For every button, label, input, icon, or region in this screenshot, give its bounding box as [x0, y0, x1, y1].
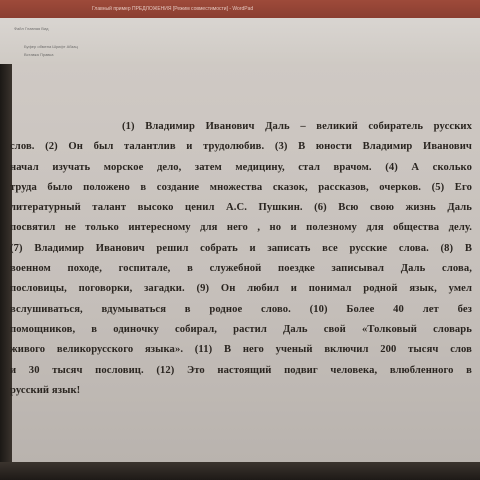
text-line: слов. (2) Он был талантлив и трудолюбив. (3) В юности Владимир Иванович [10, 141, 472, 153]
text-line: помощников, в одиночку собирал, растил Даль свой «Толковый словарь [10, 323, 472, 335]
text-line: пословицы, поговорки, загадки. (9) Он любил и понимал родной язык, умел [10, 283, 472, 295]
ribbon-groups[interactable]: Буфер обмена Шрифт Абзац [24, 44, 78, 49]
text-line: военном походе, госпитале, в служебной поездке записывал Даль слова, [10, 263, 472, 275]
text-line: начал изучать морское дело, затем медицину, стал врачом. (4) А сколько [10, 161, 472, 173]
text-line: труда было положено в создание множества сказок, рассказов, очерков. (5) Его [10, 181, 472, 193]
screen-bezel-bottom [0, 462, 480, 480]
text-line: (1) Владимир Иванович Даль – великий собиратель русских [122, 121, 472, 132]
text-line: вслушиваться, вдумываться в родное слово. (10) Более 40 лет без [10, 303, 472, 315]
text-line: литературный талант высоко ценил А.С. Пушкин. (6) Всю свою жизнь Даль [10, 202, 472, 214]
ribbon-groups-secondary[interactable]: Вставка Правка [24, 52, 54, 57]
text-line: русский язык! [10, 384, 81, 396]
ribbon-tabs[interactable]: Файл Главная Вид [14, 26, 49, 31]
ribbon-toolbar [0, 18, 480, 65]
window-titlebar [0, 0, 480, 18]
text-line: и 30 тысяч пословиц. (12) Это настоящий подвиг человека, влюбленного в [10, 364, 472, 376]
text-line: посвятил не только интересному для него , но и полезному для общества делу. [10, 222, 472, 234]
text-line: живого великорусского языка». (11) В него ученый включил 200 тысяч слов [10, 344, 472, 356]
window-title: Главный пример ПРЕДЛОЖЕНИЯ [Режим совместимости] - WordPad [92, 6, 254, 12]
text-line: (7) Владимир Иванович решил собрать и записать все русские слова. (8) В [10, 242, 472, 254]
document-text[interactable] [10, 117, 472, 401]
